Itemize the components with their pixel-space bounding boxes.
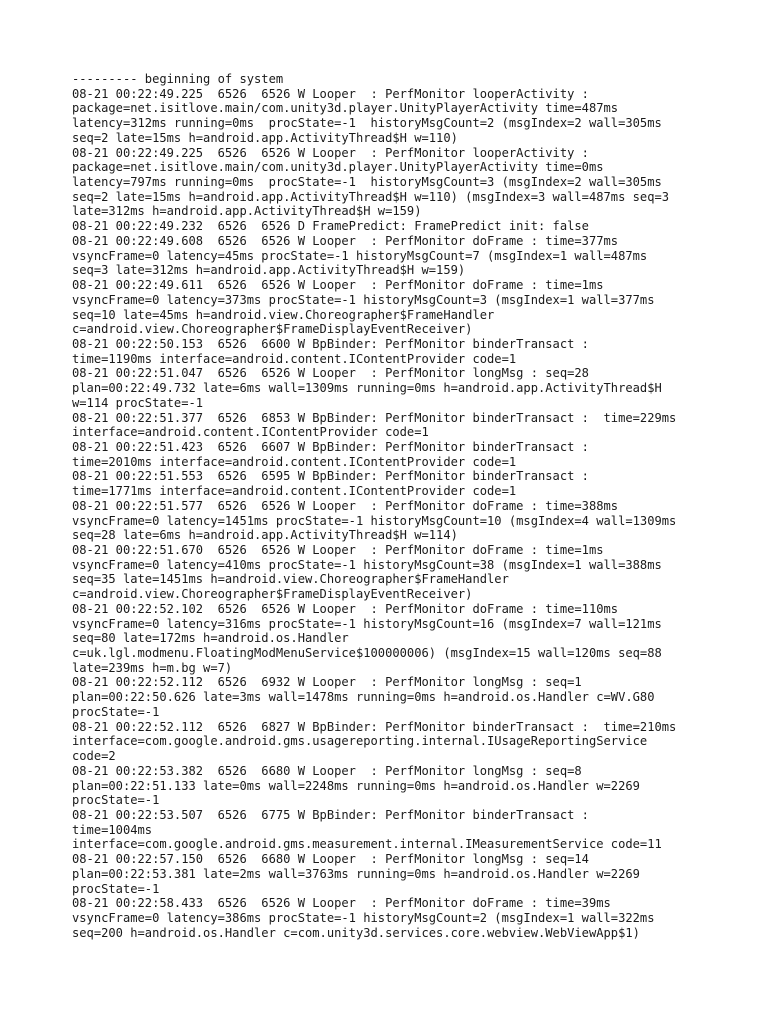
log-line: plan=00:22:53.381 late=2ms wall=3763ms running=0ms h=android.os.Handler w=2269 [72, 866, 640, 881]
log-line: latency=797ms running=0ms procState=-1 historyMsgCount=3 (msgIndex=2 wall=305ms [72, 175, 662, 190]
log-line: vsyncFrame=0 latency=373ms procState=-1 historyMsgCount=3 (msgIndex=1 wall=377ms [72, 292, 655, 307]
log-line: seq=2 late=15ms h=android.app.ActivityThread$H w=110) [72, 130, 458, 145]
log-line: late=312ms h=android.app.ActivityThread$H w=159) [72, 204, 422, 219]
log-line: --------- beginning of system [72, 72, 284, 86]
log-line: plan=00:22:51.133 late=0ms wall=2248ms running=0ms h=android.os.Handler w=2269 [72, 778, 640, 793]
log-line: package=net.isitlove.main/com.unity3d.player.UnityPlayerActivity time=487ms [72, 101, 619, 116]
log-line: time=1190ms interface=android.content.IContentProvider code=1 [72, 351, 517, 366]
log-line: 08-21 00:22:49.611 6526 6526 W Looper : PerfMonitor doFrame : time=1ms [72, 278, 604, 293]
log-text-block [72, 72, 732, 940]
log-line: 08-21 00:22:49.225 6526 6526 W Looper : PerfMonitor looperActivity : [72, 145, 589, 160]
log-line: plan=00:22:50.626 late=3ms wall=1478ms running=0ms h=android.os.Handler c=WV.G80 [72, 690, 655, 705]
log-line: 08-21 00:22:51.377 6526 6853 W BpBinder: PerfMonitor binderTransact : time=229ms [72, 410, 677, 425]
log-line: 08-21 00:22:49.232 6526 6526 D FramePredict: FramePredict init: false [72, 219, 589, 234]
log-line: procState=-1 [72, 881, 160, 896]
log-line: code=2 [72, 749, 116, 764]
log-line: plan=00:22:49.732 late=6ms wall=1309ms running=0ms h=android.app.ActivityThread$H [72, 381, 662, 396]
log-line: 08-21 00:22:51.670 6526 6526 W Looper : PerfMonitor doFrame : time=1ms [72, 543, 604, 557]
log-line: package=net.isitlove.main/com.unity3d.player.UnityPlayerActivity time=0ms [72, 160, 604, 175]
log-line: time=1004ms [72, 822, 153, 837]
log-line: c=android.view.Choreographer$FrameDisplayEventReceiver) [72, 322, 473, 337]
log-line: vsyncFrame=0 latency=1451ms procState=-1 historyMsgCount=10 (msgIndex=4 wall=1309ms [72, 513, 677, 528]
log-line: 08-21 00:22:51.047 6526 6526 W Looper : PerfMonitor longMsg : seq=28 [72, 366, 589, 381]
log-line: time=2010ms interface=android.content.IContentProvider code=1 [72, 454, 517, 469]
log-line: seq=3 late=312ms h=android.app.ActivityThread$H w=159) [72, 263, 466, 278]
log-line: interface=com.google.android.gms.usagereporting.internal.IUsageReportingService [72, 734, 648, 749]
log-line: vsyncFrame=0 latency=316ms procState=-1 historyMsgCount=16 (msgIndex=7 wall=121ms [72, 616, 662, 631]
log-line: vsyncFrame=0 latency=45ms procState=-1 historyMsgCount=7 (msgIndex=1 wall=487ms [72, 248, 648, 263]
log-line: 08-21 00:22:49.225 6526 6526 W Looper : PerfMonitor looperActivity : [72, 86, 589, 101]
log-line: vsyncFrame=0 latency=410ms procState=-1 historyMsgCount=38 (msgIndex=1 wall=388ms [72, 557, 662, 572]
log-line: c=android.view.Choreographer$FrameDisplayEventReceiver) [72, 587, 473, 602]
log-line: seq=28 late=6ms h=android.app.ActivityThread$H w=114) [72, 528, 458, 543]
log-line: 08-21 00:22:51.423 6526 6607 W BpBinder: PerfMonitor binderTransact : [72, 439, 589, 454]
log-line: seq=200 h=android.os.Handler c=com.unity3d.services.core.webview.WebViewApp$1) [72, 925, 640, 940]
log-line: 08-21 00:22:51.577 6526 6526 W Looper : PerfMonitor doFrame : time=388ms [72, 498, 619, 513]
log-line: 08-21 00:22:53.382 6526 6680 W Looper : PerfMonitor longMsg : seq=8 [72, 763, 582, 778]
log-line: seq=35 late=1451ms h=android.view.Choreographer$FrameHandler [72, 572, 509, 587]
log-line: 08-21 00:22:52.112 6526 6932 W Looper : PerfMonitor longMsg : seq=1 [72, 675, 582, 690]
log-line: seq=10 late=45ms h=android.view.Choreographer$FrameHandler [72, 307, 495, 322]
log-line: 08-21 00:22:52.102 6526 6526 W Looper : PerfMonitor doFrame : time=110ms [72, 601, 619, 616]
log-line: 08-21 00:22:49.608 6526 6526 W Looper : PerfMonitor doFrame : time=377ms [72, 233, 619, 248]
log-line: interface=com.google.android.gms.measurement.internal.IMeasurementService code=11 [72, 837, 662, 852]
log-line: 08-21 00:22:53.507 6526 6775 W BpBinder: PerfMonitor binderTransact : [72, 807, 589, 822]
log-line: procState=-1 [72, 704, 160, 719]
log-line: 08-21 00:22:50.153 6526 6600 W BpBinder: PerfMonitor binderTransact : [72, 336, 589, 351]
log-line: 08-21 00:22:52.112 6526 6827 W BpBinder: PerfMonitor binderTransact : time=210ms [72, 719, 677, 734]
log-line: latency=312ms running=0ms procState=-1 historyMsgCount=2 (msgIndex=2 wall=305ms [72, 116, 662, 131]
log-line: late=239ms h=m.bg w=7) [72, 660, 233, 675]
log-line: vsyncFrame=0 latency=386ms procState=-1 historyMsgCount=2 (msgIndex=1 wall=322ms [72, 910, 655, 925]
log-line: c=uk.lgl.modmenu.FloatingModMenuService$100000006) (msgIndex=15 wall=120ms seq=88 [72, 646, 662, 661]
log-line: w=114 procState=-1 [72, 395, 204, 410]
log-line: procState=-1 [72, 793, 160, 808]
log-line: 08-21 00:22:51.553 6526 6595 W BpBinder: PerfMonitor binderTransact : [72, 469, 589, 484]
log-line: seq=80 late=172ms h=android.os.Handler [72, 631, 349, 646]
log-line: 08-21 00:22:57.150 6526 6680 W Looper : PerfMonitor longMsg : seq=14 [72, 852, 589, 867]
log-line: time=1771ms interface=android.content.IContentProvider code=1 [72, 484, 517, 499]
log-line: 08-21 00:22:58.433 6526 6526 W Looper : PerfMonitor doFrame : time=39ms [72, 896, 611, 911]
log-line: seq=2 late=15ms h=android.app.ActivityThread$H w=110) (msgIndex=3 wall=487ms seq=3 [72, 189, 670, 204]
log-line: interface=android.content.IContentProvider code=1 [72, 425, 429, 440]
